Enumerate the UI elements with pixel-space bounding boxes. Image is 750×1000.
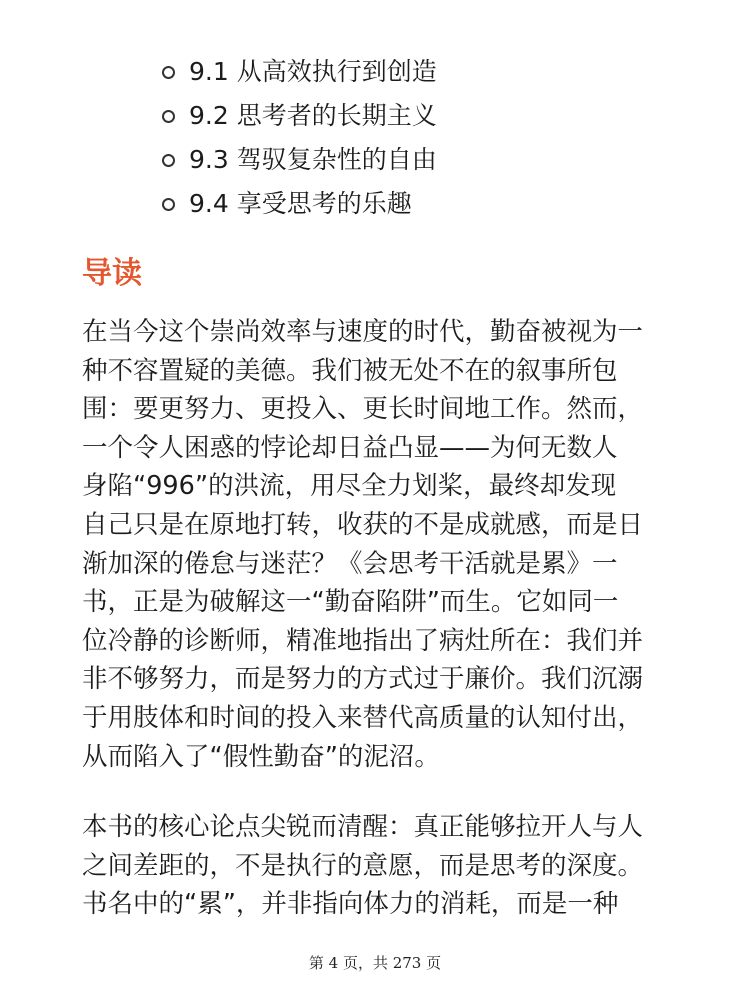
text-line: 本书的核心论点尖锐而清醒：真正能够拉开人与人 (82, 812, 644, 842)
text-line: 从而陷入了“假性勤奋”的泥沼。 (82, 741, 440, 772)
toc-item-label: 9.1 从高效执行到创造 (189, 57, 437, 86)
toc-item-label: 9.3 驾驭复杂性的自由 (189, 145, 437, 174)
hollow-circle-bullet-icon (162, 154, 175, 167)
hollow-circle-bullet-icon (162, 198, 175, 211)
text-line: 非不够努力，而是努力的方式过于廉价。我们沉溺 (82, 664, 644, 695)
toc-item-label: 9.2 思考者的长期主义 (189, 101, 437, 130)
text-line: 种不容置疑的美德。我们被无处不在的叙事所包 (82, 355, 618, 386)
text-line: 书名中的“累”，并非指向体力的消耗，而是一种 (82, 889, 619, 920)
text-line: 自己只是在原地打转，收获的不是成就感，而是日 (82, 509, 644, 540)
text-line: 在当今这个崇尚效率与速度的时代，勤奋被视为一 (82, 317, 644, 347)
hollow-circle-bullet-icon (162, 110, 175, 123)
paragraph-intro (82, 313, 682, 776)
text-line: 身陷“996”的洪流，用尽全力划桨，最终却发现 (82, 471, 617, 502)
text-line: 围：要更努力、更投入、更长时间地工作。然而， (82, 394, 644, 425)
section-heading: 导读 (82, 256, 142, 291)
text-line: 一个令人困惑的悖论却日益凸显——为何无数人 (82, 432, 618, 463)
page-number-footer: 第 4 页，共 273 页 (308, 954, 442, 972)
hollow-circle-bullet-icon (162, 66, 175, 79)
text-line: 渐加深的倦怠与迷茫？《会思考干活就是累》一 (82, 548, 618, 579)
toc-item-label: 9.4 享受思考的乐趣 (189, 189, 412, 218)
text-line: 于用肢体和时间的投入来替代高质量的认知付出， (82, 702, 644, 733)
text-line: 之间差距的，不是执行的意愿，而是思考的深度。 (82, 850, 644, 881)
text-line: 位冷静的诊断师，精准地指出了病灶所在：我们并 (82, 625, 644, 656)
paragraph-core-thesis (82, 808, 682, 924)
text-line: 书，正是为破解这一“勤奋陷阱”而生。它如同一 (82, 587, 619, 618)
